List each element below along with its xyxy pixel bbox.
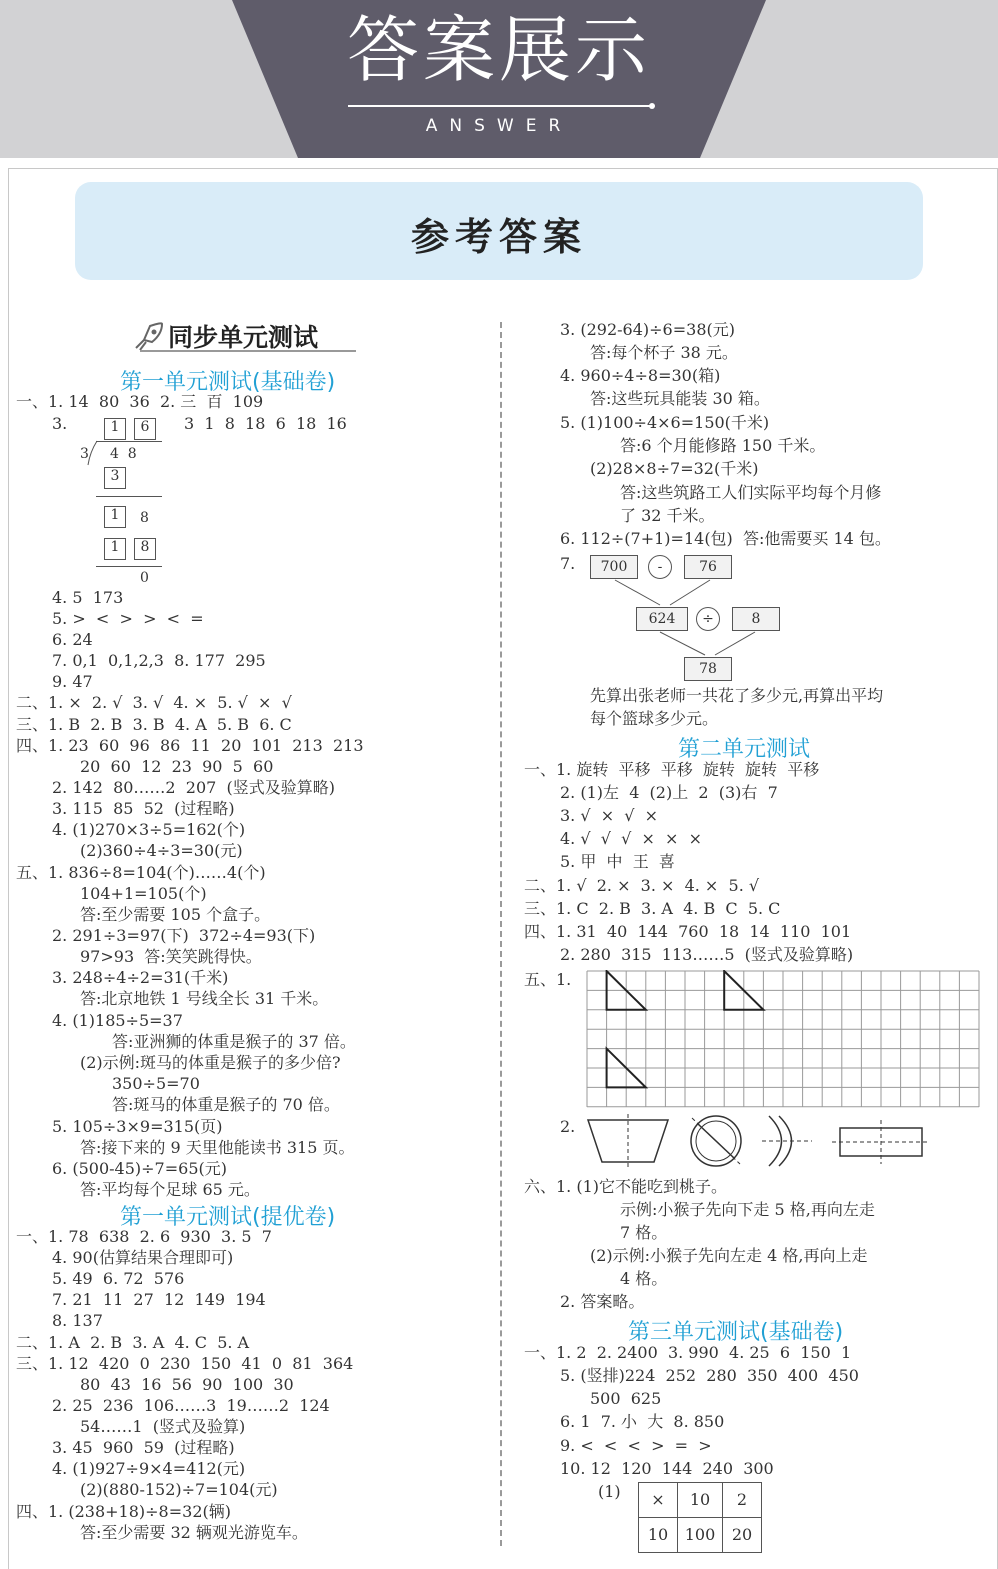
answer-line: 8. 137 <box>52 1311 103 1330</box>
answer-line: (2)(880-152)÷7=104(元) <box>80 1480 278 1499</box>
answer-line: (2)360÷4÷3=30(元) <box>80 841 243 860</box>
answer-line: 4. 960÷4÷8=30(箱) <box>560 366 721 385</box>
answer-line: 6. 1 7. 小 大 8. 850 <box>560 1412 725 1431</box>
grid-figure-icon <box>586 970 982 1112</box>
answer-line: 500 625 <box>590 1389 662 1408</box>
answer-line: 5. 105÷3×9=315(页) <box>52 1117 223 1136</box>
answer-line: (2)示例:小猴子先向左走 4 格,再向上走 <box>590 1246 868 1265</box>
divisor: 3 <box>80 446 89 462</box>
answer-line: 一、1. 旋转 平移 平移 旋转 旋转 平移 <box>524 760 820 779</box>
column-divider <box>500 322 502 1546</box>
table-cell: 10 <box>638 1517 678 1553</box>
answer-line: 4. √ √ √ × × × <box>560 829 703 848</box>
answer-line: 答:每个杯子 38 元。 <box>590 343 738 362</box>
flow-operator: - <box>648 555 672 579</box>
answer-line: 5. (1)100÷4×6=150(千米) <box>560 413 770 432</box>
remainder: 0 <box>140 570 149 586</box>
answer-line: 10. 12 120 144 240 300 <box>560 1459 774 1478</box>
answer-line: 答:亚洲狮的体重是猴子的 37 倍。 <box>112 1032 356 1051</box>
flow-box: 8 <box>732 607 780 631</box>
answer-line: 9. 47 <box>52 672 93 691</box>
division-line <box>96 566 162 567</box>
table-cell: 100 <box>677 1517 723 1553</box>
flow-box: 78 <box>684 657 732 681</box>
banner-subtitle: ANSWER <box>425 116 573 136</box>
answer-line: 答:接下来的 9 天里他能读书 315 页。 <box>80 1138 355 1157</box>
answer-line: 一、1. 14 80 36 2. 三 百 109 <box>16 392 264 411</box>
answer-line: 答:这些筑路工人们实际平均每个月修 <box>620 483 882 502</box>
banner-title: 答案展示 <box>346 8 651 92</box>
answer-line: 5. (竖排)224 252 280 350 400 450 <box>560 1366 859 1385</box>
answer-line: 350÷5=70 <box>112 1074 200 1093</box>
answer-line: 3. √ × √ × <box>560 806 659 825</box>
answer-line: 6. 112÷(7+1)=14(包) 答:他需要买 14 包。 <box>560 529 891 548</box>
answer-line: 2. <box>560 1117 576 1136</box>
answer-line: 一、1. 2 2. 2400 3. 990 4. 25 6 150 1 <box>524 1343 852 1362</box>
answer-line: 2. 25 236 106……3 19……2 124 <box>52 1396 330 1415</box>
division-step: 8 <box>140 510 149 526</box>
table-cell: 20 <box>722 1517 762 1553</box>
answer-line: 三、1. 12 420 0 230 150 41 0 81 364 <box>16 1354 354 1373</box>
answer-line: 三、1. C 2. B 3. A 4. B C 5. C <box>524 899 781 918</box>
banner <box>0 0 998 158</box>
division-step: 1 <box>104 506 126 528</box>
answer-line: 7. <box>560 554 576 573</box>
table-cell: 2 <box>722 1482 762 1518</box>
answer-line: 3. <box>52 414 68 433</box>
answer-line: 二、1. A 2. B 3. A 4. C 5. A <box>16 1333 250 1352</box>
answer-line: 五、1. <box>524 970 572 989</box>
answer-line: 54……1 (竖式及验算) <box>80 1417 246 1436</box>
division-bar <box>96 441 162 442</box>
answer-line: 3. 248÷4÷2=31(千米) <box>52 968 229 987</box>
division-step: 8 <box>134 538 156 560</box>
quotient-digit: 6 <box>134 418 156 440</box>
answer-line: 4 格。 <box>620 1269 668 1288</box>
answer-line: (1) <box>598 1482 621 1501</box>
answer-line: 了 32 千米。 <box>620 506 715 525</box>
answer-line: 答:平均每个足球 65 元。 <box>80 1180 260 1199</box>
answer-line: 2. 280 315 113……5 (竖式及验算略) <box>560 945 854 964</box>
answer-line: 5. 49 6. 72 576 <box>52 1269 185 1288</box>
answer-line: 三、1. B 2. B 3. B 4. A 5. B 6. C <box>16 715 292 734</box>
answer-line: 答:6 个月能修路 150 千米。 <box>620 436 826 455</box>
division-step: 3 <box>104 467 126 489</box>
answer-line: 答:至少需要 105 个盒子。 <box>80 905 271 924</box>
answer-line: 6. (500-45)÷7=65(元) <box>52 1159 227 1178</box>
unit-heading: 第一单元测试(提优卷) <box>120 1205 336 1230</box>
answer-line: 每个篮球多少元。 <box>590 709 719 728</box>
section-heading: 同步单元测试 <box>168 323 319 352</box>
answer-line: 97>93 答:笑笑跳得快。 <box>80 947 262 966</box>
answer-line: 4. 90(估算结果合理即可) <box>52 1248 234 1267</box>
answer-line: 3. 115 85 52 (过程略) <box>52 799 235 818</box>
answer-line: 二、1. × 2. √ 3. √ 4. × 5. √ × √ <box>16 693 292 712</box>
answer-line: 一、1. 78 638 2. 6 930 3. 5 7 <box>16 1227 272 1246</box>
unit-heading: 第二单元测试 <box>678 737 811 762</box>
table-cell: 10 <box>677 1482 723 1518</box>
answer-line: 四、1. (238+18)÷8=32(辆) <box>16 1502 231 1521</box>
answer-line: 7. 0,1 0,1,2,3 8. 177 295 <box>52 651 266 670</box>
answer-line: 3 1 8 18 6 18 16 <box>184 414 347 433</box>
answer-line: 3. (292-64)÷6=38(元) <box>560 320 735 339</box>
answer-line: 4. 5 173 <box>52 588 124 607</box>
answer-line: 80 43 16 56 90 100 30 <box>80 1375 294 1394</box>
answer-line: 四、1. 31 40 144 760 18 14 110 101 <box>524 922 852 941</box>
answer-line: 2. 291÷3=97(下) 372÷4=93(下) <box>52 926 316 945</box>
answer-line: 2. (1)左 4 (2)上 2 (3)右 7 <box>560 783 778 802</box>
division-step: 1 <box>104 538 126 560</box>
answer-line: 5. > < > > < = <box>52 609 204 628</box>
flow-operator: ÷ <box>696 607 720 631</box>
unit-heading: 第三单元测试(基础卷) <box>628 1320 844 1345</box>
answer-line: 答:北京地铁 1 号线全长 31 千米。 <box>80 989 329 1008</box>
answer-line: 4. (1)270×3÷5=162(个) <box>52 820 246 839</box>
answer-line: 先算出张老师一共花了多少元,再算出平均 <box>590 686 884 705</box>
answer-line: 3. 45 960 59 (过程略) <box>52 1438 235 1457</box>
section-underline <box>140 350 356 352</box>
answer-line: 4. (1)927÷9×4=412(元) <box>52 1459 246 1478</box>
division-line <box>96 496 162 497</box>
answer-line: 7. 21 11 27 12 149 194 <box>52 1290 266 1309</box>
answer-line: 20 60 12 23 90 5 60 <box>80 757 274 776</box>
answer-line: 5. 甲 中 王 喜 <box>560 852 675 871</box>
answer-line: 示例:小猴子先向下走 5 格,再向左走 <box>620 1200 875 1219</box>
answer-line: 六、1. (1)它不能吃到桃子。 <box>524 1177 728 1196</box>
answer-line: 答:这些玩具能装 30 箱。 <box>590 389 770 408</box>
page-title: 参考答案 <box>410 215 587 259</box>
symmetry-figures-icon <box>586 1112 996 1172</box>
answer-line: (2)示例:斑马的体重是猴子的多少倍? <box>80 1053 341 1072</box>
answer-line: 答:至少需要 32 辆观光游览车。 <box>80 1523 308 1542</box>
dividend: 4 8 <box>110 446 137 462</box>
answer-line: 五、1. 836÷8=104(个)……4(个) <box>16 863 266 882</box>
flow-box: 700 <box>590 555 638 579</box>
answer-line: (2)28×8÷7=32(千米) <box>590 459 759 478</box>
rocket-icon <box>132 320 166 352</box>
table-cell: × <box>638 1482 678 1518</box>
unit-heading: 第一单元测试(基础卷) <box>120 370 336 395</box>
answer-line: 答:斑马的体重是猴子的 70 倍。 <box>112 1095 340 1114</box>
answer-line: 2. 142 80……2 207 (竖式及验算略) <box>52 778 335 797</box>
quotient-digit: 1 <box>104 418 126 440</box>
flow-box: 624 <box>636 607 688 631</box>
answer-line: 9. < < < > = > <box>560 1436 712 1455</box>
answer-line: 4. (1)185÷5=37 <box>52 1011 183 1030</box>
answer-line: 104+1=105(个) <box>80 884 207 903</box>
answer-line: 2. 答案略。 <box>560 1292 645 1311</box>
flow-box: 76 <box>684 555 732 579</box>
answer-line: 二、1. √ 2. × 3. × 4. × 5. √ <box>524 876 760 895</box>
answer-line: 6. 24 <box>52 630 93 649</box>
answer-line: 7 格。 <box>620 1223 668 1242</box>
answer-line: 四、1. 23 60 96 86 11 20 101 213 213 <box>16 736 364 755</box>
